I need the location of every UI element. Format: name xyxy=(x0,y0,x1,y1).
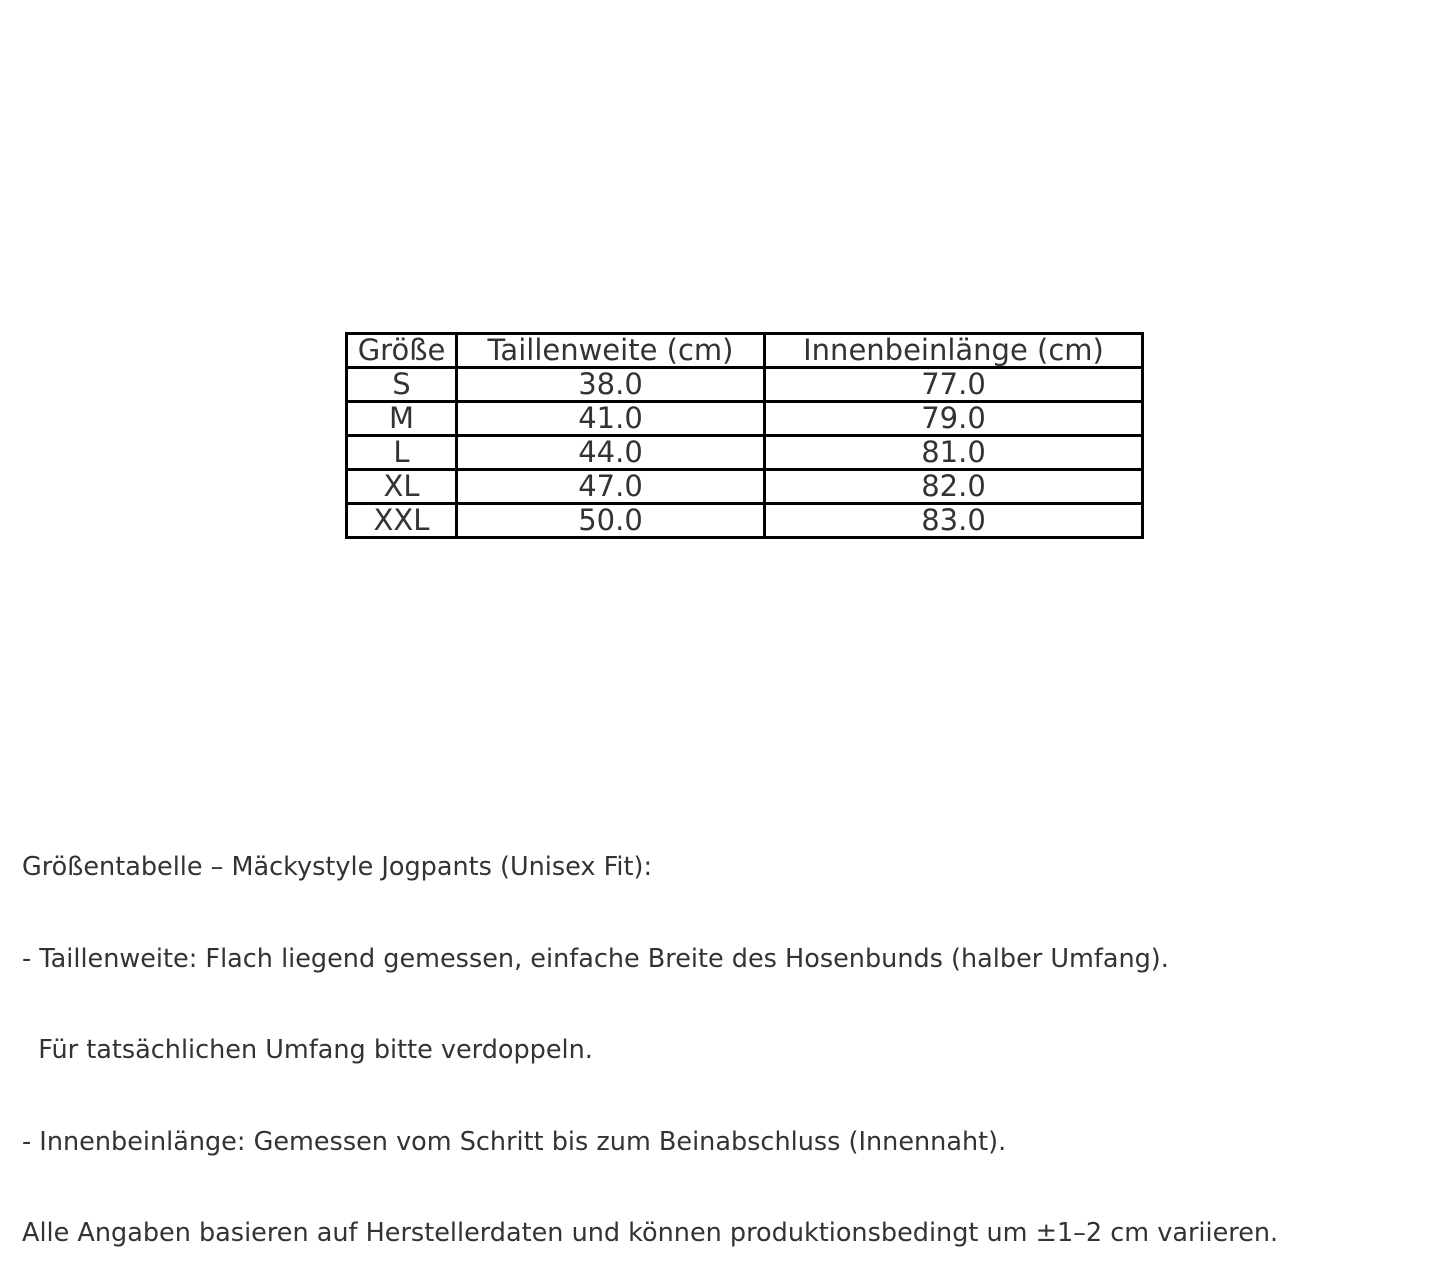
header-size: Größe xyxy=(347,334,457,368)
notes-line-waist-continued: Für tatsächlichen Umfang bitte verdoppeln. xyxy=(22,1035,593,1065)
table-header-row xyxy=(347,334,1143,368)
notes-disclaimer: Alle Angaben basieren auf Herstellerdaten und können produktionsbedingt um ±1–2 cm variieren. xyxy=(22,1218,1279,1248)
cell-inseam: 77.0 xyxy=(765,368,1143,402)
cell-size: XXL xyxy=(347,504,457,538)
cell-inseam: 83.0 xyxy=(765,504,1143,538)
cell-waist: 47.0 xyxy=(457,470,765,504)
table-row xyxy=(347,470,1143,504)
notes-title: Größentabelle – Mäckystyle Jogpants (Unisex Fit): xyxy=(22,852,653,882)
notes-line-inseam: - Innenbeinlänge: Gemessen vom Schritt bis zum Beinabschluss (Innennaht). xyxy=(22,1126,1007,1157)
header-inseam: Innenbeinlänge (cm) xyxy=(765,334,1143,368)
table-row xyxy=(347,436,1143,470)
cell-size: L xyxy=(347,436,457,470)
cell-waist: 50.0 xyxy=(457,504,765,538)
cell-waist: 41.0 xyxy=(457,402,765,436)
cell-waist: 38.0 xyxy=(457,368,765,402)
table-row xyxy=(347,504,1143,538)
size-chart-table xyxy=(345,332,1144,539)
header-waist: Taillenweite (cm) xyxy=(457,334,765,368)
table-row xyxy=(347,368,1143,402)
cell-inseam: 79.0 xyxy=(765,402,1143,436)
cell-size: S xyxy=(347,368,457,402)
cell-waist: 44.0 xyxy=(457,436,765,470)
cell-inseam: 82.0 xyxy=(765,470,1143,504)
notes-line-waist: - Taillenweite: Flach liegend gemessen, einfache Breite des Hosenbunds (halber Umfang). xyxy=(22,943,1169,974)
cell-size: M xyxy=(347,402,457,436)
cell-inseam: 81.0 xyxy=(765,436,1143,470)
size-chart-notes xyxy=(22,791,1278,1279)
table-row xyxy=(347,402,1143,436)
cell-size: XL xyxy=(347,470,457,504)
